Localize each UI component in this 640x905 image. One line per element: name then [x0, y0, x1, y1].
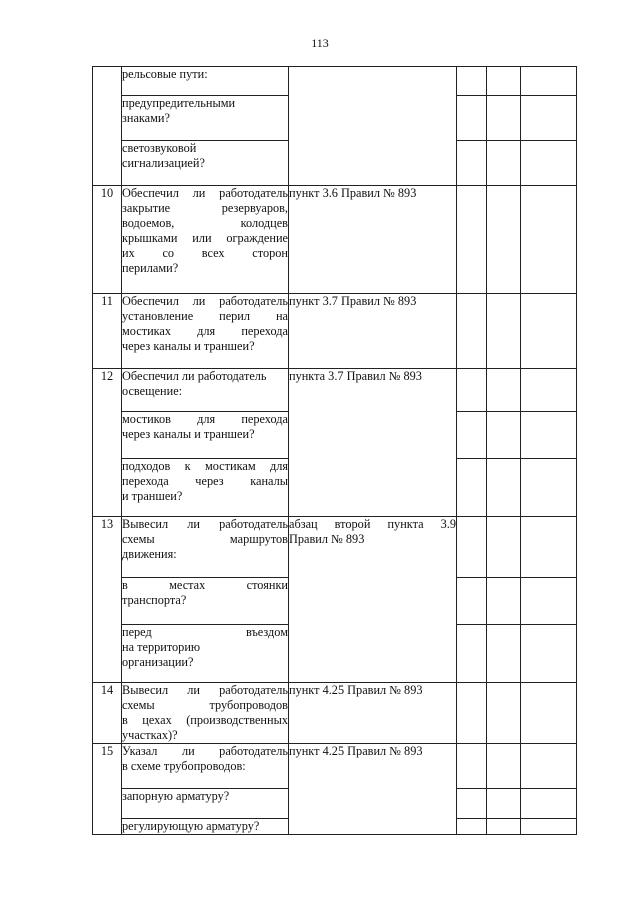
item-number-cell: 15 — [93, 744, 122, 835]
answer-yes-cell — [457, 96, 487, 141]
reference-cell — [289, 186, 457, 294]
question-text: участках)? — [122, 728, 178, 742]
question-text: Указал ли работодатель — [122, 744, 288, 758]
answer-na-cell — [521, 744, 577, 789]
question-text: подходов к мостикам для — [122, 459, 288, 473]
answer-yes-cell — [457, 294, 487, 369]
answer-no-cell — [487, 625, 521, 683]
question-text: водоемов, колодцев — [122, 216, 288, 230]
item-number-cell — [93, 67, 122, 186]
answer-no-cell — [487, 789, 521, 819]
question-text: установление перил на — [122, 309, 288, 323]
question-text: движения: — [122, 547, 177, 561]
answer-yes-cell — [457, 141, 487, 186]
answer-yes-cell — [457, 789, 487, 819]
question-cell — [122, 459, 289, 517]
table-row — [93, 294, 577, 369]
answer-na-cell — [521, 683, 577, 744]
reference-cell — [289, 683, 457, 744]
question-text: перехода через каналы — [122, 474, 288, 488]
question-cell — [122, 96, 289, 141]
answer-yes-cell — [457, 744, 487, 789]
answer-yes-cell — [457, 517, 487, 578]
question-text: в схеме трубопроводов: — [122, 759, 246, 773]
question-text: перед въездом — [122, 625, 288, 639]
answer-yes-cell — [457, 683, 487, 744]
answer-na-cell — [521, 789, 577, 819]
question-text: их со всех сторон — [122, 246, 288, 260]
table-row — [93, 186, 577, 294]
question-cell — [122, 578, 289, 625]
item-number-cell: 13 — [93, 517, 122, 683]
question-text: в цехах (производственных — [122, 713, 288, 727]
answer-no-cell — [487, 67, 521, 96]
question-cell — [122, 369, 289, 412]
answer-no-cell — [487, 141, 521, 186]
answer-yes-cell — [457, 459, 487, 517]
table-row — [93, 67, 577, 96]
question-cell — [122, 683, 289, 744]
page-number: 113 — [311, 36, 329, 50]
reference-text: Правил № 893 — [289, 532, 365, 546]
question-text: схемы трубопроводов — [122, 698, 288, 712]
question-text: организации? — [122, 655, 194, 669]
question-text: мостиках для перехода — [122, 324, 288, 338]
question-text: крышками или ограждение — [122, 231, 288, 245]
answer-yes-cell — [457, 819, 487, 835]
question-cell — [122, 294, 289, 369]
answer-no-cell — [487, 294, 521, 369]
table-row — [93, 369, 577, 412]
reference-cell — [289, 369, 457, 517]
question-cell — [122, 412, 289, 459]
answer-na-cell — [521, 186, 577, 294]
question-text: запорную арматуру? — [122, 789, 230, 803]
question-text: через каналы и траншеи? — [122, 427, 255, 441]
answer-no-cell — [487, 186, 521, 294]
answer-no-cell — [487, 96, 521, 141]
question-text: мостиков для перехода — [122, 412, 288, 426]
reference-text: абзац второй пункта 3.9 — [289, 517, 456, 531]
question-text: предупредительными — [122, 96, 236, 110]
table-row — [93, 744, 577, 789]
question-text: и траншеи? — [122, 489, 183, 503]
question-text: перилами? — [122, 261, 179, 275]
item-number-cell: 14 — [93, 683, 122, 744]
answer-no-cell — [487, 744, 521, 789]
question-text: закрытие резервуаров, — [122, 201, 288, 215]
reference-cell — [289, 67, 457, 186]
reference-cell — [289, 744, 457, 835]
table-row — [93, 683, 577, 744]
answer-na-cell — [521, 67, 577, 96]
question-text: схемы маршрутов — [122, 532, 288, 546]
question-cell — [122, 67, 289, 96]
table-row — [93, 517, 577, 578]
question-text: Вывесил ли работодатель — [122, 517, 288, 531]
question-text: транспорта? — [122, 593, 187, 607]
answer-na-cell — [521, 412, 577, 459]
reference-text: пункт 3.7 Правил № 893 — [289, 294, 417, 308]
answer-no-cell — [487, 819, 521, 835]
question-cell — [122, 625, 289, 683]
question-cell — [122, 819, 289, 835]
question-cell — [122, 141, 289, 186]
reference-cell — [289, 517, 457, 683]
question-text: на территорию — [122, 640, 201, 654]
item-number-cell: 12 — [93, 369, 122, 517]
answer-na-cell — [521, 819, 577, 835]
reference-text: пункт 4.25 Правил № 893 — [289, 683, 423, 697]
checklist-table — [92, 66, 577, 835]
question-text: освещение: — [122, 384, 183, 398]
item-number-cell: 10 — [93, 186, 122, 294]
answer-no-cell — [487, 578, 521, 625]
question-text: Обеспечил ли работодатель — [122, 186, 288, 200]
question-text: сигнализацией? — [122, 156, 205, 170]
item-number-cell: 11 — [93, 294, 122, 369]
answer-yes-cell — [457, 412, 487, 459]
answer-no-cell — [487, 683, 521, 744]
question-text: светозвуковой — [122, 141, 197, 155]
answer-na-cell — [521, 294, 577, 369]
question-cell — [122, 186, 289, 294]
question-text: Обеспечил ли работодатель — [122, 294, 288, 308]
answer-yes-cell — [457, 186, 487, 294]
question-text: регулирующую арматуру? — [122, 819, 260, 833]
question-text: в местах стоянки — [122, 578, 288, 592]
answer-na-cell — [521, 96, 577, 141]
reference-text: пункт 3.6 Правил № 893 — [289, 186, 417, 200]
reference-text: пункт 4.25 Правил № 893 — [289, 744, 423, 758]
question-text: Вывесил ли работодатель — [122, 683, 288, 697]
question-cell — [122, 517, 289, 578]
question-cell — [122, 744, 289, 789]
question-text: Обеспечил ли работодатель — [122, 369, 267, 383]
question-cell — [122, 789, 289, 819]
answer-yes-cell — [457, 625, 487, 683]
question-text: рельсовые пути: — [122, 67, 208, 81]
answer-na-cell — [521, 369, 577, 412]
answer-na-cell — [521, 459, 577, 517]
reference-text: пункта 3.7 Правил № 893 — [289, 369, 422, 383]
answer-yes-cell — [457, 578, 487, 625]
answer-no-cell — [487, 517, 521, 578]
reference-cell — [289, 294, 457, 369]
answer-na-cell — [521, 141, 577, 186]
answer-no-cell — [487, 459, 521, 517]
answer-yes-cell — [457, 67, 487, 96]
answer-na-cell — [521, 578, 577, 625]
answer-no-cell — [487, 369, 521, 412]
answer-no-cell — [487, 412, 521, 459]
answer-yes-cell — [457, 369, 487, 412]
question-text: через каналы и траншеи? — [122, 339, 255, 353]
answer-na-cell — [521, 517, 577, 578]
question-text: знаками? — [122, 111, 170, 125]
answer-na-cell — [521, 625, 577, 683]
